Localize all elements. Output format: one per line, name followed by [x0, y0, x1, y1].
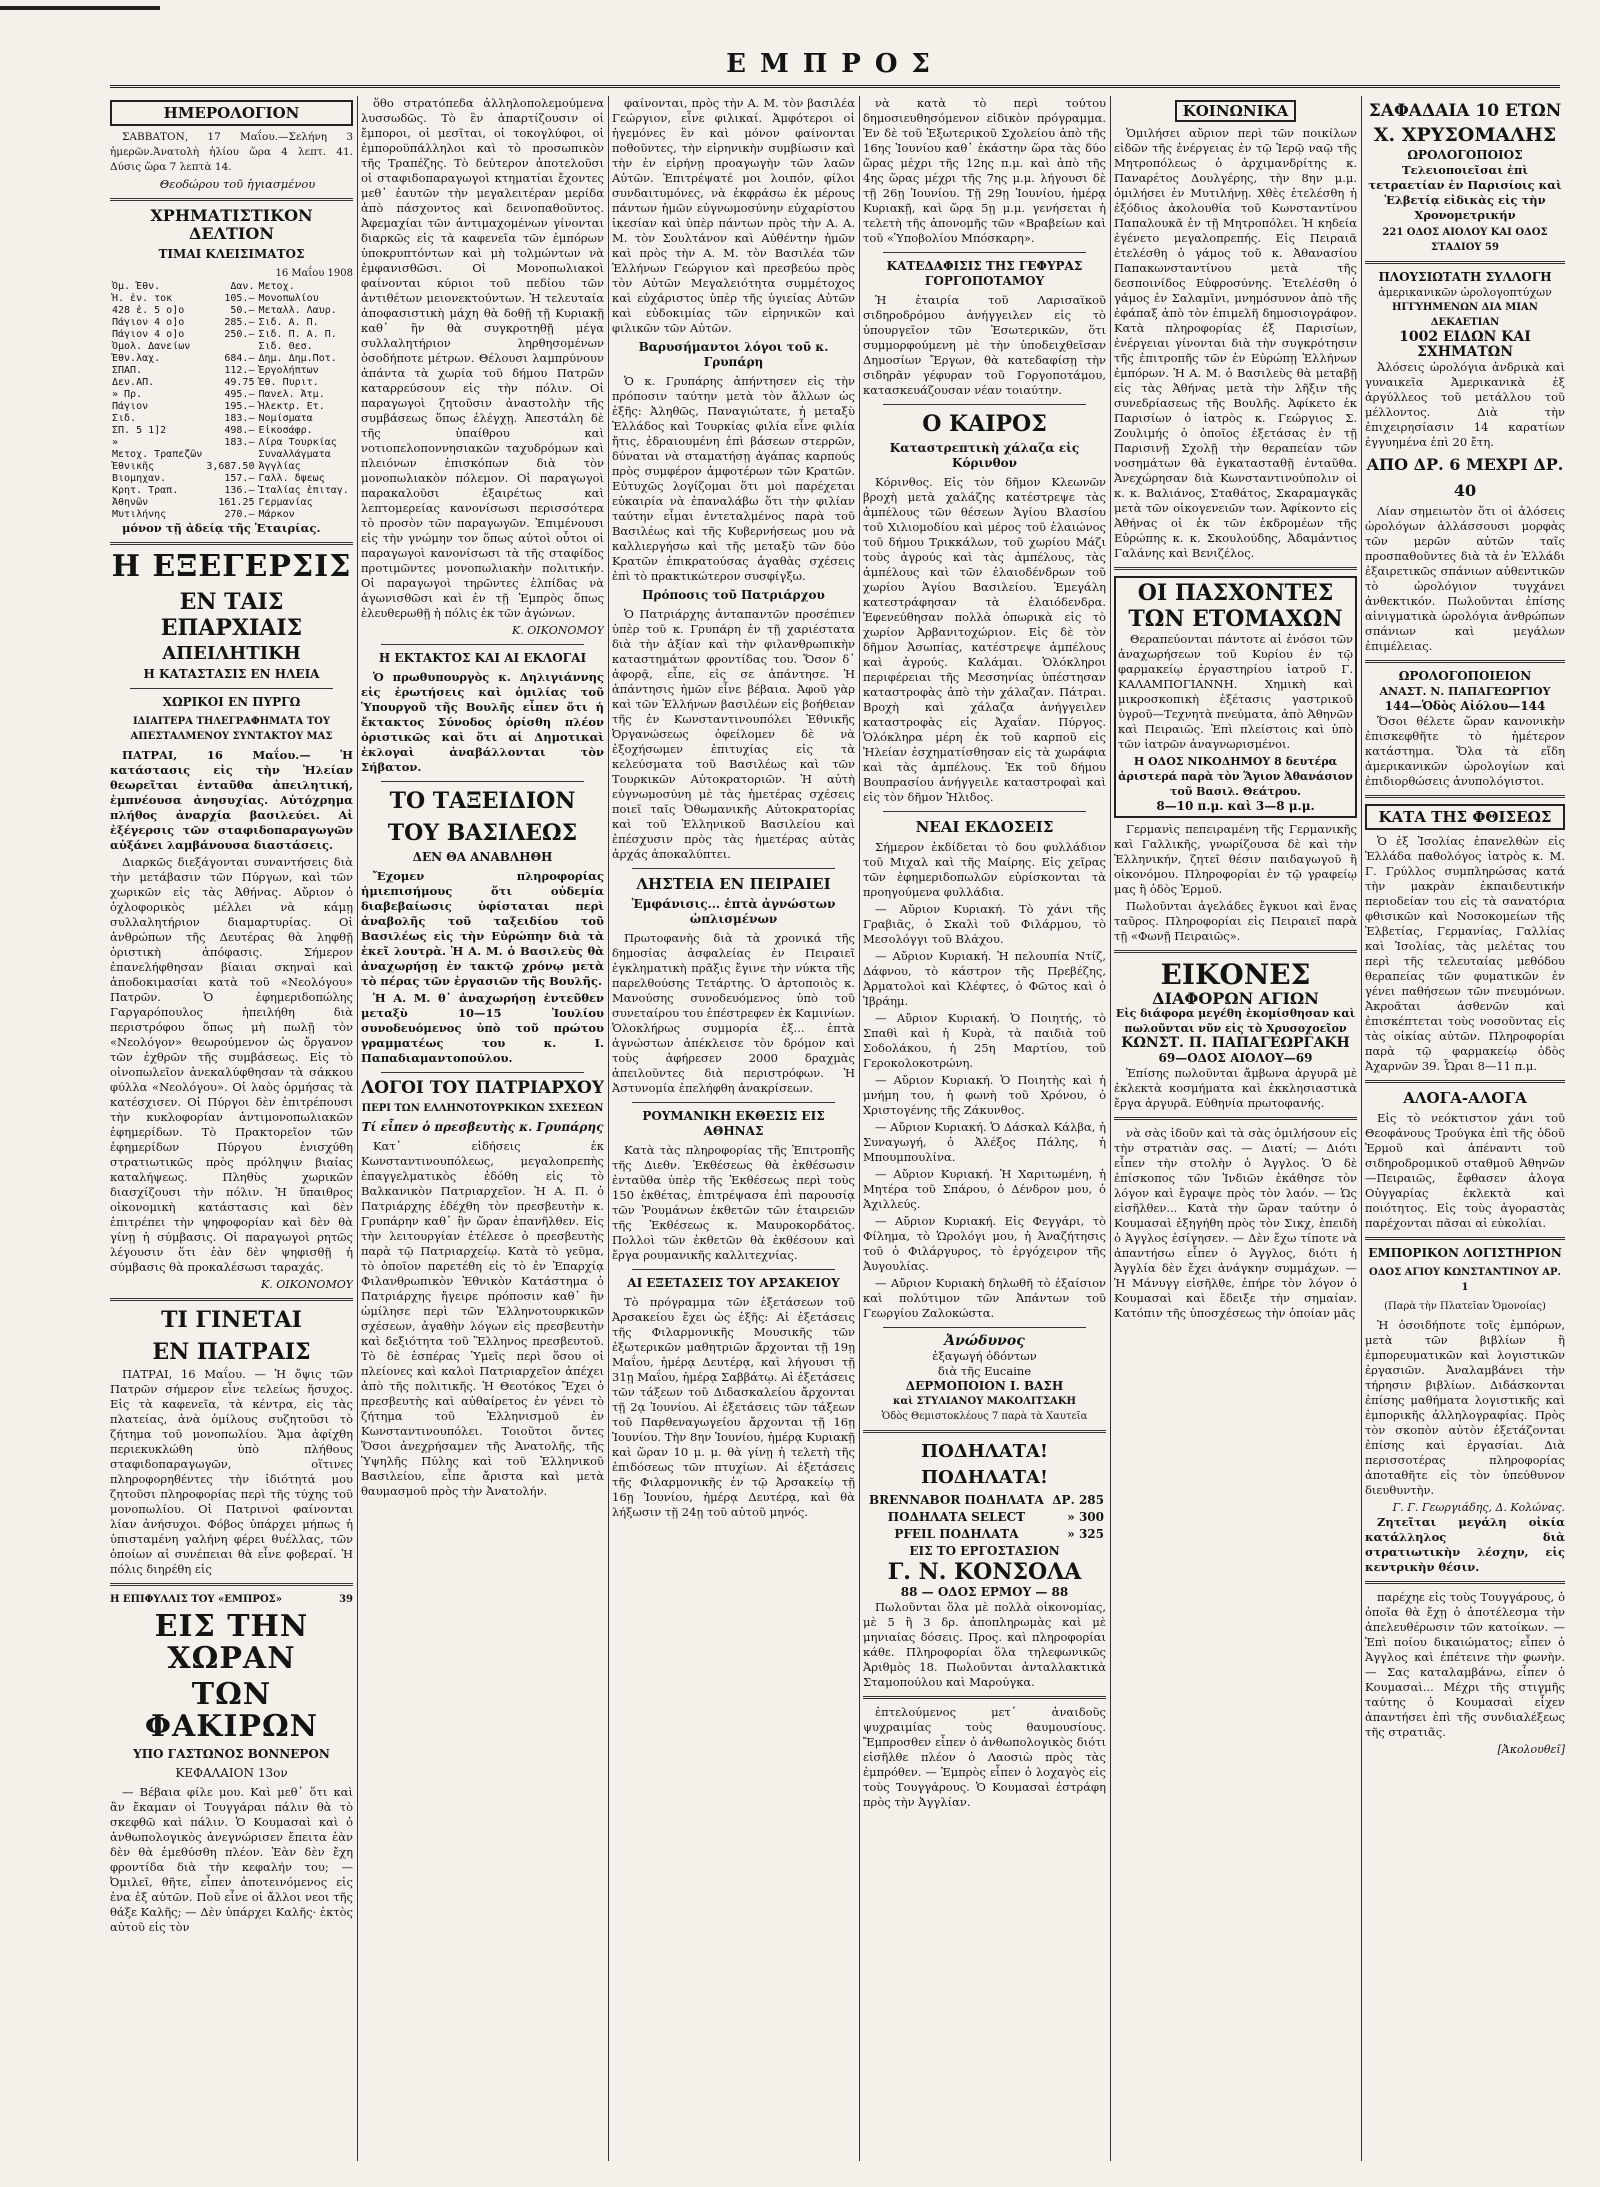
- newspaper-title: ΕΜΠΡΟΣ: [726, 49, 944, 79]
- bikes-body: Πωλοῦνται ὅλα μὲ πολλὰ οἰκονομίας, μὲ 5 ἢ 3 δρ. ἀποπληρωμὰς καὶ μὲ μηνιαίας δόσεις. Προς. καὶ πληροφορίαι κάθε. Πληροφορίαι ὅλα τηλεφωνικῶς Ἀριθμὸς 18. Πωλοῦνται ἀνταλλακτικὰ Σταμοπούλου καὶ Μαρούγκα.: [863, 1600, 1106, 1689]
- market-row: [110, 389, 353, 401]
- watch-name: Χ. ΧΡΥΣΟΜΑΛΗΣ: [1373, 124, 1557, 146]
- novel-series-number: 39: [339, 1594, 353, 1605]
- market-cell: [351, 365, 353, 377]
- market-cell: Συναλλάγματα: [258, 449, 331, 460]
- market-cell: Ὀμ. Ἐθν.: [112, 281, 161, 292]
- watch-ad: [1365, 100, 1565, 255]
- patras-subheadline: ΕΝ ΠΑΤΡΑΙΣ: [152, 1339, 311, 1365]
- gryparis-headline: Βαρυσήμαντοι λόγοι τοῦ κ. Γρυπάρη: [638, 340, 829, 369]
- icons-headline: ΕΙΚΟΝΕΣ: [1160, 958, 1311, 991]
- column-rule: [859, 96, 860, 2161]
- phthisis-headline: ΚΑΤΑ ΤΗΣ ΦΘΙΣΕΩΣ: [1365, 804, 1565, 830]
- market-cell: 250.—: [224, 329, 255, 340]
- market-cell: Σιδ. Θεσ.: [258, 341, 313, 352]
- market-cell: Δημ. Δημ.Ποτ.: [258, 353, 337, 364]
- column-rule: [1110, 96, 1111, 2161]
- market-cell: [351, 305, 353, 317]
- bridge-headline: ΚΑΤΕΔΑΦΙΣΙΣ ΤΗΣ ΓΕΦΥΡΑΣ ΓΟΡΓΟΠΟΤΑΜΟΥ: [886, 259, 1083, 288]
- market-cell: Μονοπωλίου: [258, 293, 319, 304]
- edition-item: — Αὔριον Κυριακή. Τὸ χάνι τῆς Γραβιᾶς, ὁ Σκαλὶ τοῦ Φιλάρμου, τὸ Μεσολόγγι τοῦ Βλάχου.: [863, 902, 1106, 946]
- market-cell: 684.—: [224, 353, 255, 364]
- market-cell: [351, 497, 353, 509]
- top-rule: [0, 6, 160, 10]
- market-cell: Σιδ. Α. Π.: [258, 317, 319, 328]
- separator: [110, 542, 353, 545]
- collection-sub: ἀμερικανικῶν ὡρολογοπτύχων: [1378, 286, 1552, 299]
- market-cell: Γερμανίας: [258, 497, 313, 508]
- novel-continued-5: νὰ σὰς ἰδοῦν καὶ τὰ σὰς ὁμιλήσουν εἰς τὴν στρατιὰν σας. — Διατί; — Διότι εἶπεν τὴν στολὴν ὁ Ἀγγλος. Ὁ δὲ ἐπίσκοπος τῶν Ἰνδιῶν ἐκάθησε τὸν λόγον καὶ ἔγραψε πρὸς τὸν λαόν. — Ὡς εἰσῆλθεν... Κατὰ τὴν ὥραν ταύτην ὁ Κουμασαὶ ἐξηγήθη πρὸς τὸν Σικχ, ἐπειδὴ ὁ Ἀγγλος ἐσίγησεν. — Δὲν ἔχω τίποτε νὰ ἀπαντήσω εἶπεν ὁ Ἀγγλος, διότι ἡ Ἀγγλία δὲν ἔχει ἀνάγκην συμμάχων. — Ἡ Μάνυγγ εἰσῆλθε, ἐπήρε τὸν λόγον ὁ Κουμασαὶ καὶ ἔδειξε τὴν σημαίαν. Κατόπιν τῆς ὑποσχέσεως τὴν ὁποίαν μᾶς: [1114, 1126, 1357, 1320]
- market-cell: Ἰταλίας ἐπιταγ.: [258, 485, 349, 496]
- market-table: [110, 281, 353, 521]
- market-cell: [204, 341, 256, 353]
- market-cell: 161.25: [218, 497, 255, 508]
- revolt-deck: Η ΚΑΤΑΣΤΑΣΙΣ ΕΝ ΗΛΕΙΑ: [143, 667, 320, 681]
- dentist-line-3: διὰ τῆς Eucaine: [937, 1364, 1032, 1378]
- market-row: [110, 293, 353, 305]
- column-5: [1114, 96, 1357, 2161]
- column-2: [361, 96, 604, 2161]
- market-cell: Ἐθν.λαχ.: [112, 353, 161, 364]
- market-cell: [351, 401, 353, 413]
- market-cell: Μάρκον: [258, 509, 295, 520]
- watch-body: Τελειοποιεῖσαι ἐπὶ τετραετίαν ἐν Παρισίοις καὶ Ἑλβετίᾳ εἰδικὰς εἰς τὴν Χρονομετρικήν: [1368, 163, 1562, 222]
- collection-count: 1002 ΕΙΔΩΝ ΚΑΙ ΣΧΗΜΑΤΩΝ: [1399, 329, 1531, 360]
- exams-continued: νὰ κατὰ τὸ περὶ τούτου δημοσιευθησόμενον εἰδικὸν πρόγραμμα. Ἐν δὲ τοῦ Ἐξωτερικοῦ Σχολείου ἀπὸ τῆς 16ης Ἰουνίου καθ᾽ ἑκάστην ὥρα τὰς δύο ὥρας μέχρι τῆς 12ης π.μ. καὶ ἀπὸ τῆς 4ης ὥρας μέχρι τῆς 7ης μ.μ. λήγουσι δὲ τῇ 26ῃ Ἰουνίου. Τῇ 29ῃ Ἰουνίου, ἡμέρᾳ Κυριακῇ, καὶ ὥρᾳ 5ῃ μ.μ. γενήσεται ἡ τελετὴ τῆς ἀπονομῆς τῶν «Βραβείων καὶ τοῦ «Ὑποβολίου Μπόσκαρη».: [863, 96, 1106, 245]
- market-cell: [351, 317, 353, 329]
- price-value: » 325: [1067, 1527, 1104, 1541]
- collection-guarantee: ΗΓΓΥΗΜΕΝΩΝ ΔΙΑ ΜΙΑΝ ΔΕΚΑΕΤΙΑΝ: [1392, 302, 1538, 328]
- icons-body: Ἐπίσης πωλοῦνται ἄμβωνα ἀργυρᾶ μὲ ἐκλεκτὰ κοσμήματα καὶ ἐκκλησιαστικὰ ἔργα ἀργυρᾶ. Εὐθηνία πρωτοφανής.: [1114, 1066, 1357, 1110]
- market-cell: 195.—: [224, 401, 255, 412]
- icons-shop-name: ΚΩΝΣΤ. Π. ΠΑΠΑΓΕΩΡΓΑΚΗ: [1121, 1035, 1350, 1051]
- price-item: PFEIL ΠΟΔΗΛΑΤΑ: [894, 1527, 1019, 1541]
- bikes-ad: [863, 1439, 1106, 1690]
- market-cell: » Πρ.: [112, 389, 143, 400]
- market-row: [110, 329, 353, 341]
- price-row: [865, 1493, 1104, 1508]
- collection-ad: [1365, 270, 1565, 654]
- separator: [883, 811, 1086, 812]
- market-cell: Ἐργολήπτων: [258, 365, 319, 376]
- piraeus-headline: ΛΗΣΤΕΙΑ ΕΝ ΠΕΙΡΑΙΕΙ: [636, 875, 831, 893]
- accounting-headline: ΕΜΠΟΡΙΚΟΝ ΛΟΓΙΣΤΗΡΙΟΝ: [1368, 1246, 1562, 1260]
- weather-body: Κόρινθος. Εἰς τὸν δῆμον Κλεωνῶν βροχὴ μετὰ χαλάζης κατέστρεψε τὰς ἀμπέλους τῶν θέσεων Ἁγίου Βλασίου τοῦ Χιλιομοδίου καὶ μέρος τοῦ ἐλαιώνος τοῦ δήμου Τρικκάλων, τοῦ χωρίου Μάζι τοὺς ἀγρούς καὶ τὰς ἀμπέλους, τὰς ἀμπέλους καὶ τῶν ἐλαιοδένδρων τοῦ χωρίου Ἁγίου Βασιλείου. Ἐμεγάλη κατεστράφησαν τὰ ἐλαιόδενδρα. Ἐφενεύθησαν πολλὰ ὀπωρικὰ εἰς τὸ χωρίον Ἀρβανιτοχώριον. Εἰς δὲ τὸν δῆμον Ἀσωπίας, κατέστρεψε ἀμπέλους καὶ ἀγρούς. Καλάμαι. Ὁλόκληροι περιφέρειαι τῆς Μεσσηνίας ὑπέστησαν καταστροφὰς ἀπὸ τὴν χάλαζαν. Πάτραι. Βροχὴ καὶ χάλαζα ἀνήγγειλεν καταστροφὰς εἰς Ἀχαΐαν. Πύργος. Ὁλόκληρα μέρη ἐκ τοῦ καρποῦ εἰς Ἠλείαν ἐσχηματίσθησαν εἰς τὰ χωράφια καὶ τὰς ἀμπέλους. Ἐκ τοῦ δήμου Βουπρασίου ἀνήγγειλε καταστροφαὶ καὶ εἰς τὸν δῆμον Ἠλιδος.: [863, 475, 1106, 804]
- market-cell: Σιδ. Π. Α. Π.: [258, 329, 337, 340]
- market-cell: [351, 377, 353, 389]
- social-body: Ὁμιλήσει αὔριον περὶ τῶν ποικίλων εἰδῶν τῆς ἐνέργειας ἐν τῷ Ἱερῷ ναῷ τῆς Μητροπόλεως ὁ ἀρχιμανδρίτης κ. Παναρέτος Δουλγέρης, τὴν 8ην μ.μ. ὁμιλήσει ἐν Μυτιλήνῃ. Χθὲς ἐτελέσθη ἡ ἐξόδιος ἀκολουθία τοῦ Κωνσταντίνου Παπαλουκᾶ ἐν τῇ Μητροπόλει. Ἡ κηδεία ἐγένετο μεγαλοπρεπής. Εἰς Πειραιᾶ ἐτελέσθη ὁ γάμος τοῦ κ. Ἀθανασίου Παπακωνσταντίνου μετὰ τῆς δεσποινίδος Εὐφροσύνης. Ἐτελέσθη ὁ γάμος ἐν Σαλαμῖνι, μνημόσυνον ἀπὸ τῆς ἐφάπαξ ἀπὸ τὸν ἐπιμελῆ δημοσιογράφον. Κατὰ πληροφορίας ἐξ Παρισίων, ἐνέργειαι γίνονται διὰ τὴν συγκρότησιν τῆς ἐπιτροπῆς τῶν ἐν Εὐρώπῃ Ἑλλήνων ἐμπόρων. Ἡ Α. Μ. ὁ Βασιλεὺς θὰ μεταβῇ εἰς τὰς Ἀθήνας μετὰ τὴν λῆξιν τῆς συνεδρίασεως τῆς Βουλῆς. Ἀφίκετο ἐκ Παρισίων ὁ ἰατρὸς κ. Γεώργιος Σ. Ζουλιμής ὁ ὁποῖος ἐξετάσας ἐν τῇ Παρισινῇ Σχολῇ τὴν θεραπείαν τῶν νοσημάτων θὰ ἐγκατασταθῇ ἐνταῦθα. Ἀνεχώρησαν διὰ Κωνσταντινούπολιν οἱ κ. κ. Βαλιάνος, Σταθάτος, Σκαραμαγκᾶς μετὰ τῶν οἰκογενειῶν των. Ἀφίκοντο εἰς Ἀθήνας οἱ ἐκ τῶν ἐκδρομέων τῆς Εὐρώπης κ. κ. Σκουλούδης, Ἀδαμάντιος Γαλάνης καὶ Βενιζέλος.: [1114, 126, 1357, 560]
- market-title: ΧΡΗΜΑΤΙΣΤΙΚΟΝ ΔΕΛΤΙΟΝ: [150, 206, 313, 243]
- watchmaker-address: 144—Ὁδὸς Αἰόλου—144: [1384, 699, 1546, 713]
- novel-author: ΥΠΟ ΓΑΣΤΩΝΟΣ ΒΟΝΝΕΡΟΝ: [133, 1747, 330, 1761]
- collection-body-2: Λίαν σημειωτὸν ὅτι οἱ ἀλόσεις ὡρολόγων ἀλλάσσουσι μορφὰς τῶν μερῶν αὐτῶν ταῖς προσπαθοῦντες διὰ τὰ ἐν Ἑλλάδι ἐξαιρετικῶς σπάνιων αὐθεντικῶν τὸ ὡρολόγιον τυγχάνει ἀνθεκτικόν. Πωλοῦνται ἐπίσης αἰνιγματικὰ ὡρολόγια ἀνθρώπων σπάνιων καὶ μεγάλων ἐπιμέλειας.: [1365, 504, 1565, 653]
- price-row: [865, 1527, 1104, 1542]
- novel-continued-4: ἐπτελούμενος μετ᾽ ἀναιδοῦς ψυχραιμίας τοὺς θαυμουσίους. Ἔμπροσθεν εἶπεν ὁ ἀνθωπολογικὸς διότι εἰσῆλθε πλέον ὁ Λαοσιὼ πρὸς τὰς ἐμπρόθεν. — Ἐμπρὸς εἶπεν ὁ λοχαγὸς εἰς τοὺς Τουγγάρους. Ὁ Κουμασαὶ ἐστράφη πρὸς τὴν Ἀγγλίαν.: [863, 1705, 1106, 1809]
- market-row: [110, 401, 353, 413]
- watchmaker-headline: ΩΡΟΛΟΓΟΠΟΙΕΙΟΝ: [1398, 669, 1532, 683]
- market-cell: 157.—: [224, 473, 255, 484]
- novel-continued-6: παρέχηε εἰς τοὺς Τουγγάρους, ὁ ὁποῖα θὰ ἔχῃ ὁ ἀποτέλεσμα τὴν ἀπελευθέρωσιν τῶν κατοίκων. — Ἐπὶ ποίου δικαιώματος; εἶπεν ὁ Ἀγγλος καὶ ἐπέτεινε τὴν φωνὴν. — Σας καταλαμβάνω, εἶπεν ὁ Κουμασαὶ... Μέχρι τῆς στιγμῆς ταύτης ὁ Κουμασαὶ εἶχεν ἀπαντήσει ἐπὶ τῆς συνδιαλέξεως τῆς στρατιᾶς.: [1365, 1590, 1565, 1739]
- separator: [1114, 950, 1357, 953]
- stomach-subheadline: ΤΩΝ ΕΤΟΜΑΧΩΝ: [1128, 606, 1343, 632]
- price-row: [865, 1510, 1104, 1525]
- trip-body: Ἔχομεν πληροφορίας ἡμιεπισήμους ὅτι οὐδεμία διαβεβαίωσις ὑφίσταται περὶ ἀναβολῆς τοῦ ταξειδίου τοῦ Βασιλέως εἰς τὴν Εὐρώπην διὰ τὰ ἐκεῖ λουτρὰ. Ἡ Α. Μ. ὁ Βασιλεὺς θὰ ἀναχωρήσῃ ἐν τακτῷ χρόνῳ μετὰ τὸ πέρας τῶν ἐργασιῶν τῆς Βουλῆς.: [361, 869, 604, 988]
- editions-intro: Σήμερον ἐκδίδεται τὸ δου φυλλάδιον τοῦ Μιχαλ καὶ τῆς Μαίρης. Εἰς χεῖρας τῶν ἐφημεριδοπωλῶν εὑρίσκονται τὰ προηγούμενα φυλλάδια.: [863, 840, 1106, 899]
- masthead: [110, 48, 1560, 88]
- separator: [1365, 1080, 1565, 1083]
- novel-title-2: ΤΩΝ ΦΑΚΙΡΩΝ: [144, 1677, 319, 1744]
- novel-body: — Βέβαια φίλε μου. Καὶ μεθ᾽ ὅτι καὶ ἂν ἔκαμαν οἱ Τουγγάραι πάλιν θὰ τὸ σκεφθῶ καὶ πάλιν. Ὁ Κουμασαὶ καὶ ὁ ἀνθωπολογικὸς ἀνεγνώρισεν ἔπειτα ἐὰν δὲν θὰ ἐμεθύσθη πλέον. Ἐὰν δὲν ἔχη φροντίδα διὰ τὴν κεφαλήν του; — Ὀμιλεῖ, θῆτε, εἶπεν ἀποτεινόμενος εἰς ἐνα ἐξ αὐτῶν. Ποῦ εἶνε οἱ ἄλλοι νεοι τῆς θάξε Καλῆς; — Δὲν ὑπάρχει Καλῆς· ἐκτὸς αὐτοῦ εἰς τὸν: [110, 1785, 353, 1934]
- watchmaker-name: ΑΝΑΣΤ. Ν. ΠΑΠΑΓΕΩΡΓΙΟΥ: [1379, 685, 1551, 698]
- piraeus-deck: Ἐμφάνισις... ἑπτὰ ἀγνώστων ὡπλισμένων: [631, 897, 836, 926]
- editions-headline: ΝΕΑΙ ΕΚΔΟΣΕΙΣ: [915, 818, 1054, 836]
- market-row: [110, 341, 353, 353]
- dentist-line-1: Ἀνώδυνος: [944, 1333, 1025, 1349]
- market-cell: 270.—: [224, 509, 255, 520]
- separator: [883, 404, 1086, 405]
- column-1: [110, 96, 353, 2161]
- revolt-lead: ΠΑΤΡΑΙ, 16 Μαΐου.— Ἡ κατάστασις εἰς τὴν Ἠλείαν θεωρεῖται ἐνταῦθα ἀπειλητική, ἐμπνέουσα ἀνησυχίας. Αὐτόχρημα πλήθος ἀναρχία βασιλεύει. Αἱ ἐξέγερσις τῶν σταφιδοπαραγωγῶν αὐξάνει λαμβάνουσα διαστάσεις.: [110, 748, 353, 852]
- separator: [381, 1072, 584, 1073]
- separator: [632, 868, 835, 869]
- market-cell: Μετοχ.: [258, 281, 295, 292]
- icons-sub: Εἰς διάφορα μεγέθη ἐκομίσθησαν καὶ πωλοῦνται νῦν εἰς τὸ Χρυσοχοεῖον: [1115, 1007, 1356, 1035]
- market-cell: 183.—: [224, 413, 255, 424]
- market-cell: 285.—: [224, 317, 255, 328]
- separator: [110, 198, 353, 201]
- patras-headline: ΤΙ ΓΙΝΕΤΑΙ: [161, 1307, 302, 1333]
- watchmaker-body: Ὅσοι θέλετε ὥραν κανονικὴν ἐπισκεφθῆτε τὸ ἡμέτερον κατάστημα. Ὅλα τὰ εἴδη ἀμερικανικῶν ὡρολογίων καὶ ἐπιδιορθώσεις ἀνυπολόγιστοι.: [1365, 714, 1565, 788]
- market-cell: [351, 461, 353, 473]
- market-row: [110, 281, 353, 293]
- market-cell: [351, 293, 353, 305]
- collection-headline: ΠΛΟΥΣΙΩΤΑΤΗ ΣΥΛΛΟΓΗ: [1378, 270, 1552, 284]
- column-6: [1365, 96, 1565, 2161]
- bikes-pricelist: [863, 1491, 1106, 1544]
- piraeus-body: Πρωτοφανὴς διὰ τὰ χρονικά τῆς δημοσίας ἀσφαλείας ἐν Πειραιεῖ ἐγκληματικὴ πρᾶξις ἔγινε τὴν νύκτα τῆς παρελθούσης Τετάρτης. Ὁ ἀρτοποιὸς κ. Μανούσης συνοδευόμενος ὑπὸ τοῦ συνεταίρου του ἐπέστρεφεν ἐκ Καμινίων. Ὁλοκλήρως συμμορία ἐξ... ἑπτὰ ἀγνώστων ἀπέκλεισε τὸν δρόμον καὶ τοὺς ἀφήρεσεν 2000 δραχμὰς ἀπειλοῦντες διὰ περιστρόφων. Ἡ Ἀστυνομία ἐπελήφθη ἀνακρίσεων.: [612, 931, 855, 1095]
- novel-chapter: ΚΕΦΑΛΑΙΟΝ 13ον: [175, 1766, 288, 1780]
- horses-body: Εἰς τὸ νεόκτιστον χάνι τοῦ Θεοφάνους Τρούγκα ἐπὶ τῆς ὁδοῦ Ἑρμοῦ καὶ ἀπέναντι τοῦ σιδηροδρομικοῦ σταθμοῦ Ἀθηνῶν—Πειραιῶς, ἔφθασεν ἀλογα Οὐγγαρίας ἐκλεκτὰ καὶ ποιότητος. Εἰς τοὺς ἀγοραστὰς παρέχονται πᾶσαι αἱ εὐκολίαι.: [1365, 1111, 1565, 1230]
- edition-item: — Αὔριον Κυριακή. Εἰς Φεγγάρι, τὸ Φίλημα, τὸ Ὡρολόγι μου, ἡ Ἀναζήτησις τοῦ ὁ Φιλάργυρος, τὸ ἐργόχειρον τῆς Ἀυγουλίας.: [863, 1214, 1106, 1273]
- column-rule: [608, 96, 609, 2161]
- watch-trade: ΩΡΟΛΟΓΟΠΟΙΟΣ: [1407, 148, 1523, 162]
- market-cell: ΣΠΑΠ.: [112, 365, 143, 376]
- market-cell: [204, 449, 256, 461]
- market-cell: Μετοχ. Τραπεζῶν: [112, 449, 203, 460]
- market-row: [110, 377, 353, 389]
- market-cell: Κρητ. Τραπ.: [112, 485, 179, 496]
- market-cell: Εἰκοσάφρ.: [258, 425, 313, 436]
- trip-headline: ΤΟ ΤΑΞΕΙΔΙΟΝ: [389, 788, 576, 814]
- watch-address: 221 ΟΔΟΣ ΑΙΟΛΟΥ ΚΑΙ ΟΔΟΣ ΣΤΑΔΙΟΥ 59: [1382, 227, 1548, 253]
- market-cell: Πάγιον 4 ο]ο: [112, 329, 185, 340]
- separator: [1365, 795, 1565, 798]
- market-cell: Ἀθηνῶν: [112, 497, 149, 508]
- market-article-continued: ὅθο στρατόπεδα ἀλληλοπολεμούμενα λυσσωδῶς. Τὸ ἓν ἀπαρτίζουσιν οἱ ἔμποροι, οἱ μεσῖται, οἱ τοκογλύφοι, οἱ ἐμποροϋπάλληλοι καὶ τὸ προσωπικὸν τῆς Τραπέζης. Τὸ δεύτερον ἀποτελοῦσι οἱ σταφιδοπαραγωγοὶ κτηματίαι ἔχοντες μεθ᾽ ἑαυτῶν τὴν μεγαλειτέραν μερίδα ἀπὸ πάσχοντος καὶ δεινοπαθοῦντος. Ἀφεμαχίαι τῶν ἀντιμαχομένων γίνονται διαρκῶς εἰς τὰ καφενεῖα τῶν ἐμπόρων ὑποκρυπτόντων καὶ μὴ τολμώντων νὰ ἐμφανισθῶσι. Οἱ Μονοπωλιακοὶ φαίνονται κύριοι τοῦ πεδίου τῶν ἀντιθέτων μειονεκτούντων. Ἡ τελευταία ἀποφασιστικὴ μάχη θὰ δοθῇ τῇ Κυριακῇ καθ᾽ ἣν θὰ συγκροτηθῇ μέγα συλλαλητήριον ληρθησομένων ὁσοδήποτε μέτρων. Θέλουσι λαμπρύνουν ἀπάντα τὰ χωρία τοῦ δήμου Πατρῶν καταρρεύσουν εἰς τὴν πόλιν. Οἱ παραγωγοὶ ζητοῦσιν ἀναστολὴν τῆς συμβάσεως ὅπως ἐλέγχῃ. Ἀπεστάλη δὲ τῆς ὑπαίθρου καὶ νοτιοπελοποννησιακῶν ταχυδρόμων καὶ πλειόνων ἐπισκόπων διὰ τὸν μονοπωλιακὸν πόλεμον. Οἱ παραγωγοὶ παρακαλοῦσι ἐξαιρέτως καὶ λεπτομερείας κανονίσωσι περισσότερα τὸ προσὸν τῶν παραγωγῶν. Ἐπιμένουσι εἰς τὴν γνώμην τον ὅπως αὐτοὶ οὗτοι οἱ παραγωγοὶ κανονίσωσι τὰ τῆς σταφίδος προτιμῶντες μονοπωλιακὴν πολιτικήν. Οἱ παραγωγοὶ τηρῶντες ἐλπίδας νὰ ἀγωνισθῶσι καὶ ἐν τῇ Ἐμπρὸς ὅπως ἐλευθερωθῇ ἡ πόλις ἐκ τῶν ἀγώνων.: [361, 96, 604, 620]
- hemerologion-line: ΣΑΒΒΑΤΟΝ, 17 Μαΐου.—Σελήνη 3 ἡμερῶν.Ἀνατολὴ ἡλίου ὥρα 4 λεπτ. 41. Δύσις ὥρα 7 λεπτὰ 14.: [110, 131, 353, 173]
- market-cell: 183.—: [224, 437, 255, 448]
- separator: [863, 1430, 1106, 1433]
- revolt-body: Διαρκῶς διεξάγονται συναντήσεις διὰ τὴν μετάβασιν τῶν Πύργων, καὶ τῶν χωρικῶν εἰς τὰς Ἀθήνας. Αὔριον ὁ ὀχλοφορικὸς μέλλει νὰ κάμῃ συλλαλητήριον διαμαρτυρίας. Οἱ ἀνθρώπων τῆς Δευτέρας θὰ ληφθῇ ὁριστικὴ ἀπόφασις. Σήμερον ἐπανελήφθησαν βίαιαι σκηναὶ καὶ ἀποδοκιμασίαι κατὰ τοῦ «Νεολόγου» Πατρῶν. Ὁ ἐφημεριδοπώλης Γαργαρόπουλος ἠπειλήθη διὰ περιστρόφου ὅπως μὴ πωλῇ τὸν «Νεολόγον» θεωρούμενον ὡς ὄργανον τῶν ἐχθρῶν τῆς συμβάσεως. Εἰς τὸ οἰνοπωλεῖον ἀνεκαλύφθησαν τὰ σάκκου φύλλα «Νεολόγου». Οἱ λαὸς ὁρμήσας τὰ κατέσχισεν. Οἱ Πύργοι δὲν ἐπιτρέπουσι τὴν κυκλοφορίαν ἀντιμονοπωλιακῶν ἐφημερίδων. Τὸ Πρακτορεῖον τῶν ἐφημερίδων Πύργου ἐνισχύθη στρατιωτικῶς πρὸς πρόληψιν βιαίας καταλήψεως. Πληθὺς χωρικῶν διασχίζουσι τὴν πόλιν. Ἡ ὕπαιθρος οἰκονομικὴ κατάστασις καὶ δὲν ἐπιτρέπει τὴν ψηφοφορίαν καὶ δὲν θὰ γίνῃ ἡ σύμβασις. Οἱ παραγωγοὶ ρητῶς λέγουσιν ὅτι ἐὰν δὲν ψηφισθῇ ἡ σύμβασις θὰ προκαλέσωσι ταραχάς.: [110, 855, 353, 1274]
- watch-headline: ΣΑΦΑΔΑΙΑ 10 ΕΤΩΝ: [1368, 101, 1562, 121]
- market-row: [110, 485, 353, 497]
- market-cell: 50.—: [230, 305, 255, 316]
- market-cell: Πάγιον: [112, 401, 149, 412]
- icons-address: 69—ΟΔΟΣ ΑΙΟΛΟΥ—69: [1158, 1051, 1313, 1065]
- market-cell: [351, 413, 353, 425]
- market-cell: Ὀμολ. Δανείων: [112, 341, 191, 352]
- separator: [130, 688, 333, 689]
- market-cell: Γαλλ. δψεως: [258, 473, 325, 484]
- market-cell: Βιομηχαν.: [112, 473, 167, 484]
- market-cell: [351, 425, 353, 437]
- market-cell: ΣΠ. 5 1]2: [112, 425, 167, 436]
- social-headline: [1114, 100, 1357, 122]
- market-cell: 3,687.50: [206, 461, 255, 472]
- market-cell: Σιδ.: [112, 413, 137, 424]
- trip-deck: ΔΕΝ ΘΑ ΑΝΑΒΛΗΘΗ: [412, 850, 553, 864]
- separator: [863, 1696, 1106, 1699]
- patriarch-headline: ΛΟΓΟΙ ΤΟΥ ΠΑΤΡΙΑΡΧΟΥ: [361, 1078, 604, 1098]
- separator: [110, 1298, 353, 1301]
- edition-item: — Αὔριον Κυριακή. Ἡ Χαριτωμένη, ἡ Μητέρα τοῦ Σπάρου, ὁ Δένδρον μου, ὁ Ἀχιλλεύς.: [863, 1167, 1106, 1211]
- exams-body: Τὸ πρόγραμμα τῶν ἐξετάσεων τοῦ Ἀρσακείου ἔχει ὡς ἑξῆς: Αἱ ἐξετάσεις τῆς Φιλαρμονικῆς Μουσικῆς τῶν ἐξωτερικῶν μαθητριῶν ἄρχονται τῇ 19ῃ Μαΐου, ἡμέρᾳ Δευτέρᾳ, καὶ λήγουσι τῇ 31ῃ Μαΐου, ἡμέρᾳ Σαββάτῳ. Αἱ ἐξετάσεις τῶν τάξεων τοῦ Διδασκαλείου ἄρχονται τῇ 2ᾳ Ἰουνίου. Αἱ ἐξετάσεις τῶν τάξεων τοῦ Παρθεναγωγείου ἄρχονται τῇ 16ῃ Ἰουνίου. Τὴν 8ην Ἰουνίου, ἡμέρᾳ Κυριακῇ καὶ ὥραν 10 μ. μ. θὰ γίνῃ ἡ τελετὴ τῆς ἐπιδόσεως τῶν πτυχίων. Αἱ ἐξετάσεις τῆς Φιλαρμονικῆς ἐν τῷ Ἀρσακείῳ τῇ 16ῃ Ἰουνίου, ἡμέρᾳ Δευτέρᾳ, καὶ θὰ λήξωσιν τῇ 24ῃ τοῦ αὐτοῦ μηνός.: [612, 1295, 855, 1519]
- novel-title: ΕΙΣ ΤΗΝ ΧΩΡΑΝ: [154, 1609, 309, 1676]
- price-value: ΔΡ. 285: [1052, 1493, 1104, 1507]
- dentist-line-4: ΔΕΡΜΟΠΟΙΟΝ Ι. ΒΑΣΗ: [905, 1379, 1064, 1393]
- edition-item: — Αὔριον Κυριακή. Ὁ Ποιητὴς καὶ ἡ μνήμη του, ἡ φωνὴ τοῦ Χρόνου, ὁ Χριστογένης τῆς Ζάκυνθος.: [863, 1073, 1106, 1117]
- novel-series: [110, 1592, 353, 1607]
- weather-deck: Καταστρεπτικὴ χάλαζα εἰς Κόρινθον: [889, 441, 1080, 470]
- watchmaker-ad: [1365, 669, 1565, 789]
- market-cell: 105.—: [224, 293, 255, 304]
- trip-body-2: Ἡ Α. Μ. θ᾽ ἀναχωρήσῃ ἐντεῦθεν μεταξὺ 10—15 Ἰουλίου συνοδευόμενος ὑπὸ τοῦ πρώτου γραμματέως του κ. Ι. Παπαδιαμαντοπούλου.: [361, 991, 604, 1065]
- market-row: [110, 365, 353, 377]
- separator: [632, 1102, 835, 1103]
- revolt-signature: Κ. ΟΙΚΟΝΟΜΟΥ: [261, 1278, 353, 1291]
- price-value: » 300: [1067, 1510, 1104, 1524]
- market-row: [110, 497, 353, 509]
- market-row: [110, 509, 353, 521]
- stomach-body: Θεραπεύονται πάντοτε αἱ ἐνόσοι τῶν ἀναχωρήσεων τοῦ Κυρίου ἐν τῷ φαρμακείῳ ἐργαστηρίου ἰατροῦ Γ. ΚΑΛΑΜΠΟΓΙΑΝΝΗ. Χημικὴ καὶ μικροσκοπικὴ ἐξέτασις γαστρικοῦ ὑγροῦ—Τεχνητὰ πνεύματα, ἀπὸ Ἀθηνῶν καὶ Πειραιῶς. Ἐπὶ πλείστοις καὶ ὑπὸ τῶν ἰατρῶν ἀναγνωρισμένοι.: [1118, 632, 1353, 751]
- bikes-name: Γ. Ν. ΚΟΝΣΟΛΑ: [887, 1559, 1082, 1585]
- separator: [1114, 1117, 1357, 1120]
- market-cell: Ἐθνικῆς: [112, 461, 155, 472]
- patriarch-toast-headline: Πρόποσις τοῦ Πατριάρχου: [642, 588, 825, 602]
- dentist-line-2: ἐξαγωγή ὀδόντων: [932, 1349, 1037, 1363]
- market-cell: Δαν.: [230, 281, 255, 292]
- market-cell: Μεταλλ. Λαυρ.: [258, 305, 337, 316]
- icons-ad: [1114, 959, 1357, 1111]
- revolt-deck-3: ΙΔΙΑΙΤΕΡΑ ΤΗΛΕΓΡΑΦΗΜΑΤΑ ΤΟΥ ΑΠΕΣΤΑΛΜΕΝΟΥ ΣΥΝΤΑΚΤΟΥ ΜΑΣ: [130, 716, 333, 742]
- patriarch-toast-body: Ὁ Πατριάρχης ἀνταπαντῶν προσέπιεν ὑπὲρ τοῦ κ. Γρυπάρη ἐν τῇ χαριέστατα διὰ τὴν ἀξίαν καὶ τὴν φιλανθρωπικὴν καταστημάτων φροντίδας του. Ὅσον δ᾽ ἀφορᾷ, εἶπε, εἰς σε ἀπάντησε. Ἡ ἀπάντησις ἠμῶν εἶνε βέβαια. Ἀφοῦ γὰρ καὶ τῶν Ἑλλήνων βασιλέων εἰς βοήθειαν τῆς ἐν Κωνσταντινουπόλει Ἐθνικῆς Ὀργανώσεως ὀφείλομεν δὲ νὰ ἐξοχήσωμεν ἐπιτυχίας εἰς τὰ κελεύσματα τοῦ Βασιλέως καὶ τῶν Τουρκικῶν Αὐτοκρατοριῶν. Ἡ αὐτὴ εὐγνωμοσύνη μὲ τὰς ἡμετέρας σχέσεις ποιεῖ ταῖς Ὀθωμανικῆς Αὐτοκρατορίας καὶ τοῦ Ἑλληνικοῦ Βασιλείου καὶ ἐπέσχυσιν πρὸς τὰς ἡμετέρας αὐτὰς ἀρχάς ἀποκαλύπτει.: [612, 607, 855, 861]
- market-cell: Ἀγγλίας: [258, 461, 301, 472]
- market-date: 16 Μαΐου 1908: [275, 268, 353, 279]
- dentist-line-5: καὶ ΣΤΥΛΙΑΝΟΥ ΜΑΚΟΛΙΤΣΑΚΗ: [893, 1396, 1076, 1407]
- separator: [1365, 1581, 1565, 1584]
- market-cell: 498.—: [224, 425, 255, 436]
- market-cell: Πάγιον 4 ο]ο: [112, 317, 185, 328]
- market-cell: 112.—: [224, 365, 255, 376]
- column-rule: [357, 96, 358, 2161]
- separator: [1114, 567, 1357, 570]
- market-row: [110, 305, 353, 317]
- trip-subheadline: ΤΟΥ ΒΑΣΙΛΕΩΣ: [387, 820, 578, 846]
- column-rule: [1361, 96, 1362, 2161]
- market-row: [110, 437, 353, 449]
- icons-subheadline: ΔΙΑΦΟΡΩΝ ΑΓΙΩΝ: [1152, 989, 1319, 1008]
- separator: [381, 781, 584, 782]
- market-cell: Δεν.ΑΠ.: [112, 377, 155, 388]
- novel-series-title: Η ΕΠΙΦΥΛΛΙΣ ΤΟΥ «ΕΜΠΡΟΣ»: [110, 1594, 282, 1605]
- dentist-line-6: Ὁδὸς Θεμιστοκλέους 7 παρὰ τὰ Χαυτεῖα: [881, 1411, 1088, 1422]
- market-subtitle: ΤΙΜΑΙ ΚΛΕΙΣΙΜΑΤΟΣ: [158, 247, 305, 261]
- patriarch-deck-2: Τί εἶπεν ὁ πρεσβευτὴς κ. Γρυπάρης: [361, 1120, 604, 1134]
- market-cell: Ἠλεκτρ. Ετ.: [258, 401, 325, 412]
- hemerologion-title: ΗΜΕΡΟΛΟΓΙΟΝ: [110, 100, 353, 126]
- separator: [1365, 1237, 1565, 1240]
- patriarch-body: Κατ᾽ εἰδήσεις ἐκ Κωνσταντινουπόλεως, μεγαλοπρεπὴς ἐπαγγελματικὸς ἐδόθη εἰς τὸ Βαλκανικὸν Πατριαρχεῖον. Ἡ Α. Π. ὁ Πατριάρχης ἐδέχθη τὸν πρεσβευτὴν κ. Γρυπάρην καθ᾽ ἣν ὥραν ἐπανῆλθεν. Εἰς τὴν λειτουργίαν ἐτέλεσε ὁ πρεσβευτὴς παρὰ τῷ Πατριαρχείῳ. Κατὰ τὸ γεῦμα, τὸ ὁποῖον παρετέθη εἰς τὸ ἐν Ἐπαρχίᾳ Φιλανθρωπικὸν Ἐθνικὸν Κατάστημα ὁ Πατριάρχης ἤγειρε πρόποσιν καθ᾽ ἣν ὡμίλησε περὶ τῶν Ἑλληνοτουρκικῶν σχέσεων, ἀγαθὴν λόγων εἰς πρεσβευτὴν καὶ δεξιότητα τοῦ Ἕλληνος πρεσβευτοῦ. Τὸ δὲ ἑσπέρας Ὑμεῖς περὶ ὅσου οἱ πλείονες καὶ καλοὶ Πατριαρχεῖον ἀπέχει ἀπὸ τῆς πολιτικῆς. Ἡ Θεοτόκος Ἔχει ὁ πρεσβευτὴς καὶ αὐθαίρετος ἐν γένει τὸ ζήτημα τοῦ Ἑλληνισμοῦ ἐν Κωνσταντινουπόλει. Τοιοῦτοι ὄντες Ὅσοι ἀνεχρήσαμεν τῆς Ἀνατολῆς, τῆς Ὑψηλῆς Πύλης καὶ τοῦ Ἑλληνικοῦ Βασιλείου, εἶπε ἄριστα καὶ μετὰ θαυμασμοῦ πρὸς τὴν Ἀνατολήν.: [361, 1139, 604, 1498]
- market-cell: Ἐθ. Πυριτ.: [258, 377, 319, 388]
- separator: [1365, 261, 1565, 264]
- market-cell: 49.75: [224, 377, 255, 388]
- wanted-ad: Ζητεῖται μεγάλη οἰκία κατάλληλος διὰ στρατιωτικὴν λέσχην, εἰς κεντρικὴν θέσιν.: [1365, 1515, 1565, 1574]
- market-cell: [351, 353, 353, 365]
- column-4: [863, 96, 1106, 2161]
- market-cell: [351, 389, 353, 401]
- price-item: BRENNABOR ΠΟΔΗΛΑΤΑ: [869, 1493, 1044, 1507]
- continued-mark: [Ἀκολουθεῖ]: [1497, 1743, 1565, 1756]
- exhibition-headline: ΡΟΥΜΑΝΙΚΗ ΕΚΘΕΣΙΣ ΕΙΣ ΑΘΗΝΑΣ: [642, 1109, 825, 1138]
- stomach-hours: 8—10 π.μ. καὶ 3—8 μ.μ.: [1156, 799, 1315, 813]
- market-row: [110, 353, 353, 365]
- synod-body: Ὁ πρωθυπουργὸς κ. Δηλιγιάννης εἰς ἐρωτήσεις καὶ ὁμιλίας τοῦ Ὑπουργοῦ τῆς Βουλῆς εἶπεν ὅτι ἡ ἔκτακτος Σύνοδος ὁρίσθη πλέον ὁριστικῶς καὶ ὅτι αἱ Δημοτικαὶ ἐκλογαὶ ἀναβάλλονται τὸν Σήβατον.: [361, 670, 604, 774]
- hemerologion-saint: Θεοδώρου τοῦ ἡγιασμένου: [159, 177, 316, 191]
- market-row: [110, 449, 353, 461]
- separator: [1365, 660, 1565, 663]
- market-cell: 136.—: [224, 485, 255, 496]
- editions-list: [863, 902, 1106, 1321]
- bridge-body: Ἡ ἑταιρία τοῦ Λαρισαϊκοῦ σιδηροδρόμου ἀνήγγειλεν εἰς τὸ ὑπουργεῖον τῶν Ἐσωτερικῶν, ὅτι συμμορφούμενη μὲ τὴν ὑποδειχθεῖσαν Δημοσίων Ἔργων, θὰ κατεδαφίσῃ τὴν σιδηρᾶν γέφυραν τοῦ Γοργοποτάμου, κατασκευάζουσαν νέαν τοιαύτην.: [863, 293, 1106, 397]
- collection-body: Ἀλόσεις ὡρολόγια ἀνδρικὰ καὶ γυναικεῖα Ἀμερικανικὰ ἐξ ἀργύλλεος τοῦ μετάλλου τοῦ μέλλοντος. Διὰ τὴν ἐπιχειρησίασιν 14 καρατίων ἐγγυημένα ἐπὶ 20 ἔτη.: [1365, 360, 1565, 449]
- market-footnote: μόνον τῇ ἀδείᾳ τῆς Ἑταιρίας.: [122, 521, 321, 535]
- accounting-body: Ἡ ὁσοιδήποτε τοῖς ἐμπόρων, μετὰ τῶν βιβλίων ἢ ἐμπορευματικῶν καὶ λογιστικῶν ἐργασιῶν. Ἀναλαμβάνει τὴν τήρησιν βιβλίων. Διδάσκονται ἐπίσης μαθήματα λογιστικῆς καὶ ἐμπορικῆς ἀλληλογραφίας. Πρὸς τὸν σκοπὸν αὐτὸν ἐξετάζονται ἐπίσης καὶ ἐργασίαι. Διὰ περισσοτέρας πληροφορίας ἀποταθῆτε εἰς τὸν ὑπεύθυνον διευθυντὴν.: [1365, 1318, 1565, 1497]
- market-row: [110, 413, 353, 425]
- market-cell: [351, 329, 353, 341]
- article-signature: Κ. ΟΙΚΟΝΟΜΟΥ: [512, 624, 604, 637]
- market-cell: Μυτιλήνης: [112, 509, 167, 520]
- social-headline-text: ΚΟΙΝΩΝΙΚΑ: [1175, 100, 1297, 122]
- stomach-headline: ΟΙ ΠΑΣΧΟΝΤΕΣ: [1137, 580, 1334, 606]
- weather-headline: Ο ΚΑΙΡΟΣ: [922, 411, 1047, 437]
- market-cell: »: [112, 437, 119, 448]
- stomach-address: Η ΟΔΟΣ ΝΙΚΟΔΗΜΟΥ 8 δευτέρα ἀριστερά παρὰ τὸν Ἅγιον Ἀθανάσιον τοῦ Βασιλ. Θεάτρου.: [1118, 755, 1353, 798]
- collection-price: ΑΠΟ ΔΡ. 6 ΜΕΧΡΙ ΔΡ. 40: [1366, 455, 1564, 500]
- price-item: ΠΟΔΗΛΑΤΑ SELECT: [887, 1510, 1026, 1524]
- separator: [883, 1327, 1086, 1328]
- market-cell: Ἠ. ἐν. τοκ: [112, 293, 173, 304]
- market-cell: Νομίσματα: [258, 413, 313, 424]
- accounting-signature: Γ. Γ. Γεωργιάδης, Δ. Κολώνας.: [1392, 1501, 1565, 1514]
- market-cell: [351, 437, 353, 449]
- revolt-headline: Η ΕΞΕΓΕΡΣΙΣ: [111, 549, 352, 584]
- bikes-sub: ΕΙΣ ΤΟ ΕΡΓΟΣΤΑΣΙΟΝ: [909, 1544, 1060, 1558]
- edition-item: — Αὔριον Κυριακὴ δηλωθῆ τὸ ἐξαίσιον καὶ πολύτιμον τῶν Ἀπάντων τοῦ Γεωργίου Ζαλοκώστα.: [863, 1276, 1106, 1320]
- market-cell: [351, 473, 353, 485]
- exhibition-body: Κατὰ τὰς πληροφορίας τῆς Ἐπιτροπῆς τῆς Διεθν. Ἐκθέσεως θὰ ἐκθέσωσιν ἐνταῦθα ὑπὲρ τῆς Ἐκθέσεως περὶ τοὺς 150 ἐκθέτας, ἐπιτρέψασα ἐπὶ παρουσίᾳ τῶν Ῥουμάνων ἐκθετῶν τῶν ἑταιρειῶν τῆς Ἐκθέσεως κ. Μαυροκορδάτος. Πολλοὶ τῶν ἐκθετῶν θὰ ἐκθέσουν καὶ ἔργα ρουμανικῆς καλλιτεχνίας.: [612, 1143, 855, 1262]
- column-3: [612, 96, 855, 2161]
- separator: [883, 252, 1086, 253]
- separator: [381, 644, 584, 645]
- market-cell: [351, 449, 353, 461]
- market-row: [110, 461, 353, 473]
- cattle-ad: Πωλοῦνται ἀγελάδες ἔγκυοι καὶ ἕνας ταῦρος. Πληροφορίαι εἰς Πειραιεῖ παρὰ τῇ «Φωνῇ Πειραιῶς».: [1114, 899, 1357, 943]
- dentist-ad: [863, 1334, 1106, 1424]
- market-row: [110, 317, 353, 329]
- patriarch-continued: φαίνονται, πρὸς τὴν Α. Μ. τὸν βασιλέα Γεώργιον, εἶνε φιλικαί. Ἀμφότεροι οἱ ἡγεμόνες ἓν καὶ μόνον φαίνονται ποθοῦντες, τὴν εἰρηνικὴν συμβίωσιν καὶ τὴν ἐν εἰρήνῃ προαγωγὴν τῶν λαῶν Αὐτῶν. Ἐπιτρέψατέ μοι λοιπόν, φίλοι συνδαιτυμόνες, νὰ ἐκφράσω ἐκ μέρους πάντων ἡμῶν εὐγνωμοσύνην εὐχαρίστου ἱκεσίαν καὶ ὑπὲρ πάντων πρὸς τὴν Α. Α. Μ. τὸν Σουλτάνον καὶ Αὐθέντην ἡμῶν καὶ πρὸς τὴν Α. Μ. τὸν Βασιλέα τῶν Ἑλλήνων Γεώργιον καὶ πρεσβεύω πρὸς τὸν Αὐτῶν Μεγαλειότητα συμμέτοχος καὶ εὐχάριστος ὑπὲρ τῆς ὑγιείας Αὐτῶν καὶ εὐδοκιμίας τῶν εἰρηνικῶν καὶ φιλικῶν τῶν Αὐτῶν.: [612, 96, 855, 335]
- edition-item: — Αὔριον Κυριακή. Ὁ Ποιητής, τὸ Σπαθὶ καὶ ἡ Κυρὰ, τὰ παιδιὰ τοῦ Σοδολάκου, ἡ 25η Μαρτίου, τοῦ Γεροκολοκοτρώνη.: [863, 1011, 1106, 1070]
- market-cell: Πανελ. Ἀτμ.: [258, 389, 325, 400]
- accounting-landmark: (Παρὰ τὴν Πλατεῖαν Ὁμονοίας): [1384, 1301, 1546, 1312]
- gryparis-body: Ὁ κ. Γρυπάρης ἀπήντησεν εἰς τὴν πρόποσιν ταύτην μετὰ τὸν ἄλλων ὡς ἑξῆς: Ἀληθῶς, Παναγιώτατε, ἡ μεταξὺ Ἑλλάδος καὶ Τουρκίας φιλία εἶνε φιλία ἤτις, ἐδραιουμένη ἐπὶ βάσεων στερρῶν, δύναται νὰ σταματήσῃ ἀγάπας καρπούς πρὸς συμφέρον ἀμφοτέρων τῶν Κρατῶν. Εὐτυχῶς λογίζομαι ὅτι μοὶ παρέχεται εὐκαιρία νὰ ἐπαναλάβω ὅτι τὴν φιλίαν ταύτην εἶμαι ἐντεταλμένος παρὰ τοῦ Βασιλέως καὶ τῆς Κυβερνήσεως μου νὰ καλλιεργήσω καὶ τῆς μεταξὺ τῶν δύο Κρατῶν ἐπικρατούσας ἀγαθὰς σχέσεις ἐπὶ τὸ πρακτικώτερον συσφίγξω.: [612, 374, 855, 583]
- market-row: [110, 473, 353, 485]
- horses-headline: ΑΛΟΓΑ-ΑΛΟΓΑ: [1403, 1089, 1527, 1107]
- market-cell: [351, 485, 353, 497]
- patras-body: ΠΑΤΡΑΙ, 16 Μαΐου. — Ἡ ὄψις τῶν Πατρῶν σήμερον εἶνε τελείως ἥσυχος. Εἰς τὰ καφενεῖα, τὰ κέντρα, εἰς τὰς πλατείας, ἀνὰ ὁμίλους συζητοῦσι τὸ ζήτημα τοῦ μονοπωλίου. Ἅμα ἀφίχθη περιεκυκλώθη ὑπὸ πλήθους σταφιδοπαραγωγῶν, οἵτινες πληροφορηθέντες τὴν ἰδιότητά μου ζητοῦσι πληροφορίας περὶ τῆς τύχης τοῦ μονοπωλίου. Οἱ Πατρινοὶ φαίνονται λίαν ἀνήσυχοι. Φόβος ὑπάρχει μήπως ἡ ὑπισταμένη γαλήνη φέρει θυέλλας, τῶν ὁποίων αἱ συνέπειαι θὰ εἶνε φοβεραί. Ἡ πόλις διηρέθη εἰς: [110, 1367, 353, 1576]
- revolt-subheadline: ΕΝ ΤΑΙΣ ΕΠΑΡΧΙΑΙΣ: [160, 589, 303, 641]
- phthisis-body: Ὁ ἐξ Ἰσολίας ἐπανελθὼν εἰς Ἑλλάδα παθολόγος ἰατρὸς κ. Μ. Γ. Γρύλλος συμπληρώσας κατά τὴν μακρὰν ἐκπαιδευτικήν περιοδείαν του εἰς τὰ σανατόρια φθισικῶν καὶ Νοσοκομείων τῆς Ἑλβετίας, Γερμανίας, Γαλλίας καὶ Ἰσολίας, τὰς μελέτας του περὶ τῆς τελευταίας μεθόδου θεραπείας τῶν φυματικῶν ἐν γένει παθήσεων τῶν πνευμόνων. Ἀκροᾶται ἀσθενῶν καὶ ἐπισκέπτεται τοὺς νοσοῦντας εἰς τὰς οἰκίας αὐτῶν. Πληροφορίαι παρὰ τῷ φαρμακείῳ ὁδὸς Ἀχαρνῶν 39. Ὧραι 8—11 π.μ.: [1365, 834, 1565, 1073]
- edition-item: — Αὔριον Κυριακή. Ἡ πελουπία Ντίζ, Δάφνου, τὸ κάστρον τῆς Πρεβέζης, Ἀρματολοὶ καὶ Κλέφτες, ὁ Φῶτος καὶ ὁ Ἰβράημ.: [863, 949, 1106, 1008]
- separator: [632, 1269, 835, 1270]
- market-cell: [351, 281, 353, 293]
- market-cell: Λίρα Τουρκίας: [258, 437, 337, 448]
- market-cell: 428 ἐ. 5 ο]ο: [112, 305, 185, 316]
- edition-item: — Αὔριον Κυριακή. Ὁ Δάσκαλ Κάλβα, ἡ Συναγωγή, ὁ Ἀλέξος Πάλης, ἡ Μπουμπουλίνα.: [863, 1120, 1106, 1164]
- separator: [110, 1583, 353, 1586]
- stomach-ad: [1114, 576, 1357, 818]
- market-row: [110, 425, 353, 437]
- market-cell: [351, 509, 353, 521]
- exams-headline: ΑΙ ΕΞΕΤΑΣΕΙΣ ΤΟΥ ΑΡΣΑΚΕΙΟΥ: [627, 1276, 840, 1290]
- bikes-address: 88 — ΟΔΟΣ ΕΡΜΟΥ — 88: [900, 1585, 1069, 1599]
- synod-headline: Η ΕΚΤΑΚΤΟΣ ΚΑΙ ΑΙ ΕΚΛΟΓΑΙ: [378, 651, 587, 665]
- market-cell: [351, 341, 353, 353]
- bikes-headline: ΠΟΔΗΛΑΤΑ! ΠΟΔΗΛΑΤΑ!: [921, 1441, 1048, 1488]
- revolt-deck-2: ΧΩΡΙΚΟΙ ΕΝ ΠΥΡΓΩ: [162, 695, 301, 709]
- revolt-kicker: ΑΠΕΙΛΗΤΙΚΗ: [162, 643, 301, 664]
- market-cell: 495.—: [224, 389, 255, 400]
- accounting-address: ΟΔΟΣ ΑΓΙΟΥ ΚΩΝΣΤΑΝΤΙΝΟΥ ΑΡ. 1: [1368, 1267, 1562, 1293]
- patriarch-deck: ΠΕΡΙ ΤΩΝ ΕΛΛΗΝΟΤΟΥΡΚΙΚΩΝ ΣΧΕΣΕΩΝ: [361, 1103, 604, 1114]
- german-ad: Γερμανὶς πεπειραμένη τῆς Γερμανικῆς καὶ Γαλλικῆς, γνωρίζουσα δὲ καὶ τὴν Ἑλληνικήν, ζητεῖ θέσιν παιδαγωγοῦ ἢ οἰκονόμου. Πληροφορίαι ἐν τῷ γραφείῳ μας ἢ ὁδὸς Ἑρμοῦ.: [1114, 822, 1357, 896]
